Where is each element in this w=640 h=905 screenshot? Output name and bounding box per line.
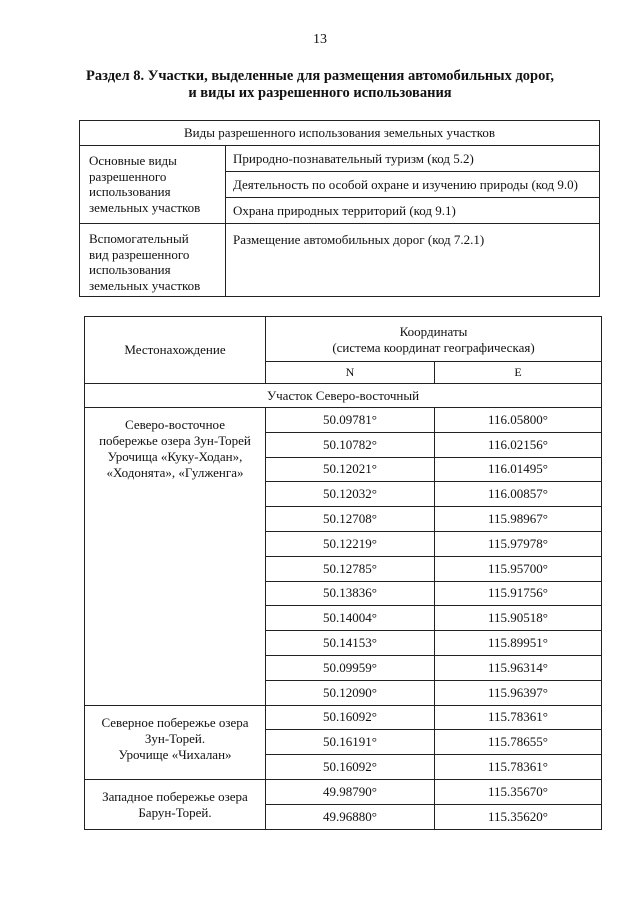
longitude-cell: 115.98967° (435, 507, 602, 532)
latitude-cell: 50.16092° (266, 705, 435, 730)
e-header: E (435, 362, 602, 384)
coordinates-table (84, 316, 602, 830)
latitude-cell: 50.12032° (266, 482, 435, 507)
latitude-cell: 49.96880° (266, 804, 435, 829)
location-line: побережье озера Зун-Торей (99, 433, 251, 448)
longitude-cell: 115.78361° (435, 705, 602, 730)
location-line: Северное побережье озера (101, 714, 249, 730)
longitude-cell: 115.96397° (435, 680, 602, 705)
latitude-cell: 50.12021° (266, 457, 435, 482)
coordinates-header (266, 317, 602, 362)
latitude-cell: 50.13836° (266, 581, 435, 606)
location-line: Барун-Торей. (138, 804, 212, 820)
aux-use-label-line: Вспомогательный (89, 231, 189, 246)
aux-use-label-line: вид разрешенного (89, 246, 190, 262)
location-line: Западное побережье озера (102, 788, 248, 804)
longitude-cell: 115.78655° (435, 730, 602, 755)
page-number: 13 (313, 32, 327, 47)
main-uses-label-line: использования (89, 184, 171, 199)
main-uses-label-line: Основные виды (89, 153, 177, 168)
main-use-item: Охрана природных территорий (код 9.1) (226, 198, 600, 224)
longitude-cell: 115.96314° (435, 655, 602, 680)
latitude-cell: 50.16092° (266, 755, 435, 780)
longitude-cell: 115.35620° (435, 804, 602, 829)
latitude-cell: 50.14153° (266, 631, 435, 656)
location-line: Зун-Торей. (144, 730, 206, 746)
longitude-cell: 115.90518° (435, 606, 602, 631)
aux-use-label-line: земельных участков (89, 277, 201, 293)
latitude-cell: 50.10782° (266, 432, 435, 457)
latitude-cell: 50.09959° (266, 655, 435, 680)
coordinates-header-line-2: (система координат географическая) (332, 340, 535, 355)
longitude-cell: 115.35670° (435, 779, 602, 804)
latitude-cell: 49.98790° (266, 779, 435, 804)
main-uses-label-line: разрешенного (89, 168, 167, 184)
latitude-cell: 50.14004° (266, 606, 435, 631)
table-row (85, 779, 602, 804)
table-row (85, 408, 602, 433)
table-row (85, 705, 602, 730)
location-header: Местонахождение (85, 317, 266, 384)
main-uses-label-line: земельных участков (89, 199, 201, 215)
longitude-cell: 116.00857° (435, 482, 602, 507)
longitude-cell: 116.01495° (435, 457, 602, 482)
latitude-cell: 50.12219° (266, 531, 435, 556)
section-title-line-2: и виды их разрешенного использования (188, 85, 452, 101)
section-title (60, 68, 580, 102)
use-table-header: Виды разрешенного использования земельных участков (80, 121, 600, 146)
main-use-item: Природно-познавательный туризм (код 5.2) (226, 146, 600, 172)
aux-use-label-line: использования (89, 262, 171, 277)
location-line: «Ходонята», «Гулженга» (106, 465, 244, 480)
latitude-cell: 50.16191° (266, 730, 435, 755)
latitude-cell: 50.09781° (266, 408, 435, 433)
aux-use-label (80, 224, 226, 297)
n-header: N (266, 362, 435, 384)
location-cell (85, 705, 266, 779)
latitude-cell: 50.12785° (266, 556, 435, 581)
coordinates-header-line-1: Координаты (399, 324, 468, 339)
main-uses-label (80, 146, 226, 224)
plot-name: Участок Северо-восточный (85, 384, 602, 408)
longitude-cell: 116.05800° (435, 408, 602, 433)
longitude-cell: 115.97978° (435, 531, 602, 556)
longitude-cell: 115.95700° (435, 556, 602, 581)
location-line: Северо-восточное (124, 417, 225, 432)
longitude-cell: 115.89951° (435, 631, 602, 656)
main-use-item: Деятельность по особой охране и изучению природы (код 9.0) (226, 172, 600, 198)
aux-use-item: Размещение автомобильных дорог (код 7.2.1) (226, 224, 600, 297)
longitude-cell: 116.02156° (435, 432, 602, 457)
coordinates-body (85, 408, 602, 830)
location-cell (85, 779, 266, 829)
longitude-cell: 115.78361° (435, 755, 602, 780)
location-line: Урочища «Куку-Ходан», (107, 449, 243, 464)
latitude-cell: 50.12090° (266, 680, 435, 705)
section-title-line-1: Раздел 8. Участки, выделенные для размещения автомобильных дорог, (86, 68, 554, 84)
latitude-cell: 50.12708° (266, 507, 435, 532)
location-line: Урочище «Чихалан» (118, 746, 232, 762)
longitude-cell: 115.91756° (435, 581, 602, 606)
permitted-use-table (79, 120, 600, 297)
location-cell (85, 408, 266, 706)
